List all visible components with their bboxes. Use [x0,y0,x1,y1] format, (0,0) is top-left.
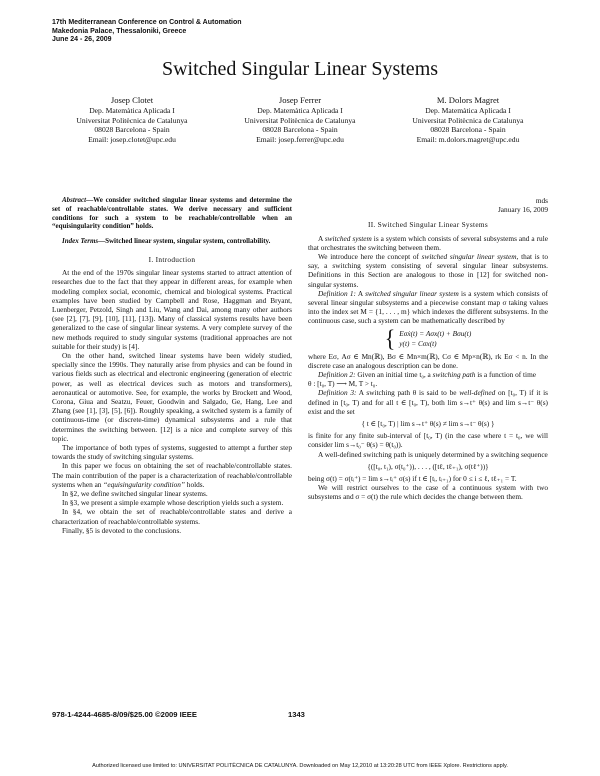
author-dept: Dep. Matemàtica Aplicada I [257,106,343,115]
intro-paragraph-6: In §3, we present a simple example whose description yields such a system. [62,498,284,508]
equation-system [308,324,548,352]
author-dept: Dep. Matemàtica Aplicada I [89,106,175,115]
author-univ: Universitat Politècnica de Catalunya [76,115,188,125]
conference-venue: Makedonia Palace, Thessaloniki, Greece [52,27,187,35]
footer-isbn: 978-1-4244-4685-8/09/$25.00 ©2009 IEEE [52,710,197,719]
equation-state: Eσẋ(t) = Aσx(t) + Bσu(t) [399,328,472,338]
left-brace-glyph: { [384,324,396,352]
draft-date: January 16, 2009 [497,205,548,215]
intro-paragraph-5: In §2, we define switched singular linear systems. [62,489,208,499]
switching-sequence-formula: {([t₀, t₁), σ(t₀⁺)), . . . , ([tℓ, tℓ₊₁), σ(tℓ⁺))} [367,461,489,471]
conference-dates: June 24 - 26, 2009 [52,36,112,44]
left-column [52,196,292,535]
index-terms: Index Terms—Switched linear system, singular system, controllability. [62,237,271,246]
author-block [52,95,548,144]
author-city: 08028 Barcelona - Spain [94,125,170,134]
author-city: 08028 Barcelona - Spain [262,125,338,134]
abstract: Abstract—We consider switched singular linear systems and determine the set of reachable/controllable states. We derive necessary and sufficient conditions for such a system to be reachable/controllable when an “equisingularity condition” holds. [52,196,292,231]
intro-paragraph-2: On the other hand, switched linear systems have been widely studied, specially since the 1990s. They naturally arise from physics and can be found in various fields such as electrical and electronic engineering (generation of electric power, as well as electrical devices such as motors and transformers), aeronautical or automotive. See, for example, the works by Brockett and Wood, Corona, Giua and Seatzu, Feuer, Goodwin and Salgado, Ge, Hang, Lee and Zhang (see [1], [3], [5], [6]). Roughly speaking, a switched system is a family of continuous-time (or discrete-time) dynamical subsystems and a rule that determines the switching between. [12] is a nice and complete survey of this topic. [52,351,292,443]
intro-paragraph-4: In this paper we focus on obtaining the set of reachable/controllable states. The main contribution of the paper is a characterization of reachable/controllable systems when an “equisingularity condition” holds. [52,461,292,489]
author-3 [388,95,548,144]
mds-label: mds [535,196,548,205]
author-email: Email: josep.ferrer@upc.edu [256,134,344,144]
switching-path-formula: θ : [t₀, T) ⟶ M, T > t₀. [308,379,378,389]
author-2 [220,95,380,144]
paper-title: Switched Singular Linear Systems [161,58,439,80]
author-name: Josep Clotet [110,95,154,105]
definition-2: Definition 2: Given an initial time t₀, a switching path is a function of time [318,370,536,380]
intro-paragraph-3: The importance of both types of systems, suggested to attempt a further step towards the study of switching singular systems. [52,443,292,462]
author-name: Josep Ferrer [278,95,322,105]
definition-1: Definition 1: A switched singular linear system is a system which consists of several linear singular subsystems and a piecewise constant map σ taking values into the index set M = {1, . . . , m} which indexes the different subsystems. In the continuous case, such a system can be mathematically described by [308,288,548,326]
intro-paragraph-1: At the end of the 1970s singular linear systems started to attract attention of researches due to the fact that they appear in different areas, for example when modeling complex social, economic, chemical and biological systems. Practical examples have been studied by Campbell and Rose, Haggman and Bryant, Luenberger, Petzold, Singh and Liu, Wang and Dai, among many other authors (see [2], [7], [9], [10], [11], [13]). Many of classical systems results have been generalized to the case of singular linear systems. A very complete survey of the new methods required to study singular systems (traditional approaches are not suitable for their study) is [4]. [52,268,292,351]
sec2-paragraph-1: A switched system is a system which consists of several subsystems and a rule that orchestrates the switching between them. [308,233,548,252]
author-city: 08028 Barcelona - Spain [430,125,506,134]
intro-paragraph-7: In §4, we obtain the set of reachable/controllable states and derive a characterization of reachable/controllable systems. [52,507,292,526]
sec2-paragraph-4: is finite for any finite sub-interval of [t₀, T) (in the case where t = t₀, we will consider lim s→t₀⁻ θ(s) = θ(t₀)). [308,431,548,450]
license-notice: Authorized licensed use limited to: UNIVERSITAT POLITÈCNICA DE CATALUNYA. Downloaded on May 12,2010 at 13:20:28 UTC from IEEE Xplore. Restrictions apply. [92,763,508,769]
set-formula: { t ∈ [t₀, T) | lim s→t⁺ θ(s) ≠ lim s→t⁻ θ(s) } [361,419,495,429]
sec2-paragraph-2: We introduce here the concept of switched singular linear system, that is to say, a switching system consisting of several singular linear subsystems. Definitions in this Section are analogous to those in [12] for switched non-singular systems. [308,252,548,289]
author-univ: Universitat Politècnica de Catalunya [412,115,524,125]
author-name: M. Dolors Magret [436,95,500,105]
section-heading-introduction: I. Introduction [148,254,196,264]
section-heading-switched: II. Switched Singular Linear Systems [367,220,489,230]
definition-3: Definition 3: A switching path θ is said to be well-defined on [t₀, T) if it is defined in [t₀, T) and for all t ∈ [t₀, T), both lim s→t⁺ θ(s) and lim s→t⁻ θ(s) exist and the set [308,388,549,416]
author-1 [52,95,212,144]
conference-name: 17th Mediterranean Conference on Control & Automation [52,19,242,26]
author-dept: Dep. Matemàtica Aplicada I [425,106,511,115]
conference-header [52,19,242,45]
page-number: 1343 [288,710,305,719]
sec2-paragraph-3: where Eσ, Aσ ∈ Mn(ℝ), Bσ ∈ Mn×m(ℝ), Cσ ∈ Mp×n(ℝ), rk Eσ < n. In the discrete case an analogous description can be done. [308,351,548,370]
right-column [308,196,548,502]
intro-paragraph-8: Finally, §5 is devoted to the conclusions. [62,525,182,535]
sec2-paragraph-5: A well-defined switching path is uniquely determined by a switching sequence [318,449,548,459]
sec2-paragraph-6: being σ(t) = σ(tᵢ⁺) = lim s→tᵢ⁺ σ(s) if t ∈ [tᵢ, tᵢ₊₁) for 0 ≤ i ≤ ℓ, tℓ₊₁ = T. [308,474,517,484]
equation-output: y(t) = Cσx(t) [399,338,437,348]
author-email: Email: josep.clotet@upc.edu [88,134,176,144]
author-email: Email: m.dolors.magret@upc.edu [416,134,520,144]
sec2-paragraph-7: We will restrict ourselves to the case of a continuous system with two subsystems and σ = σ(t) the rule which decides the change between them. [308,483,548,502]
author-univ: Universitat Politècnica de Catalunya [244,115,356,125]
